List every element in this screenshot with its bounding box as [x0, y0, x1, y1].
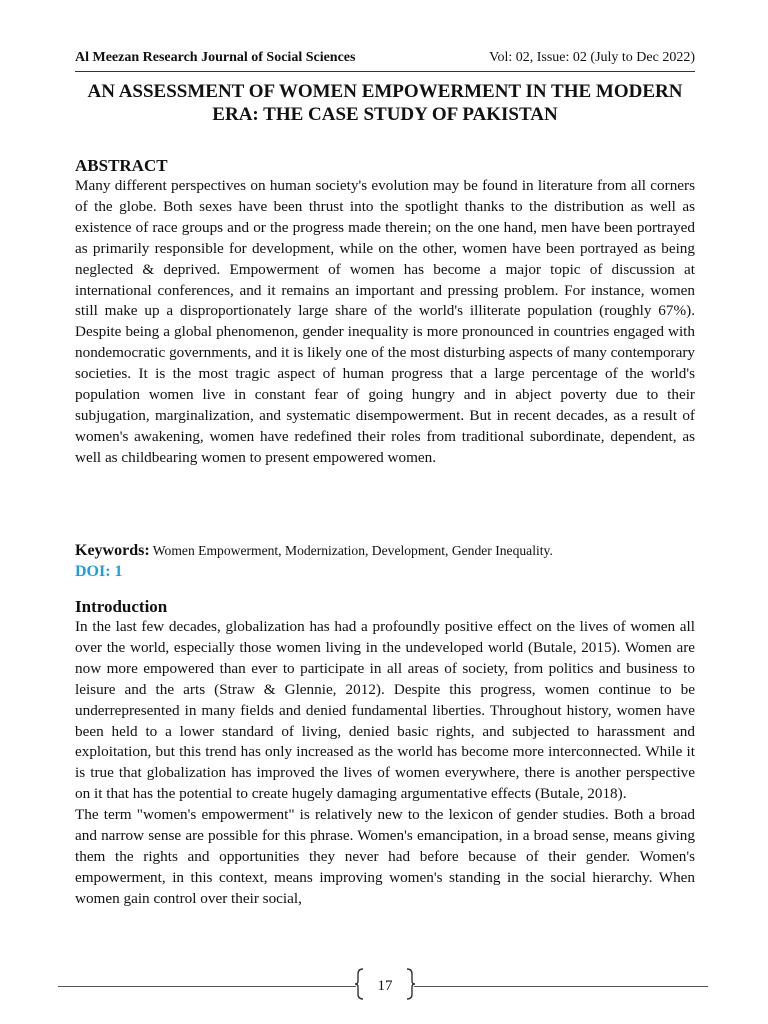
introduction-paragraph: In the last few decades, globalization has had a profoundly positive effect on the lives of women all over the world, especially those women living in the undeveloped world (Butale, 2015). Women are now more empowered than ever to participate in all areas of society, from politics and business to leisure and the arts (Straw & Glennie, 2012). Despite this progress, women continue to be underrepresented in many fields and denied fundamental liberties. Throughout history, women have been held to a lower standard of living, denied basic rights, and subjected to harassment and exploitation, but this trend has only increased as the world has become more interconnected. While it is true that globalization has improved the lives of women everywhere, there is another perspective on it that has the potential to create hugely damaging argumentative effects (Butale, 2018).	[75, 618, 695, 803]
journal-name: Al Meezan Research Journal of Social Sciences	[75, 49, 356, 65]
issue-info: Vol: 02, Issue: 02 (July to Dec 2022)	[489, 49, 695, 65]
footer-rule-right	[414, 986, 708, 987]
keywords-text: Women Empowerment, Modernization, Development, Gender Inequality.	[149, 543, 553, 558]
paper-title: AN ASSESSMENT OF WOMEN EMPOWERMENT IN THE MODERN ERA: THE CASE STUDY OF PAKISTAN	[87, 81, 683, 125]
running-header	[75, 44, 695, 72]
introduction-paragraph: The term "women's empowerment" is relatively new to the lexicon of gender studies. Both a broad and narrow sense are possible for this phrase. Women's emancipation, in a broad sense, means giving them the rights and opportunities they never had before because of their gender. Women's empowerment, in this context, means improving women's standing in the social hierarchy. When women gain control over their social,	[75, 806, 695, 907]
abstract-text: Many different perspectives on human society's evolution may be found in literature from all corners of the globe. Both sexes have been thrust into the spotlight thanks to the distribution as well as existence of race groups and or the progress made therein; on the one hand, men have been portrayed as primarily responsible for development, while on the other, women have been portrayed as being neglected & deprived. Empowerment of women has become a major topic of discussion at international conferences, and it remains an important and pressing problem. For instance, women still make up a disproportionately large share of the world's illiterate population (roughly 67%). Despite being a global phenomenon, gender inequality is more pronounced in countries engaged with nondemocratic governments, and it is likely one of the most disturbing aspects of many contemporary societies. It is the most tragic aspect of human progress that a large percentage of the world's population women live in constant fear of going hungry and in abject poverty due to their subjugation, marginalization, and systematic disempowerment. But in recent decades, as a result of women's awakening, women have redefined their roles from traditional subordinate, dependent, as well as childbearing women to present empowered women.	[75, 177, 695, 466]
doi-link[interactable]: DOI: 1	[75, 563, 123, 580]
keywords-label: Keywords:	[75, 542, 150, 559]
page-footer	[0, 968, 768, 1004]
introduction-body	[75, 617, 695, 910]
right-brace-icon	[406, 968, 416, 1000]
page-number: 17	[377, 978, 393, 994]
footer-rule-left	[58, 986, 356, 987]
keywords	[75, 540, 695, 561]
abstract-heading: ABSTRACT	[75, 156, 168, 175]
introduction-heading: Introduction	[75, 597, 168, 616]
